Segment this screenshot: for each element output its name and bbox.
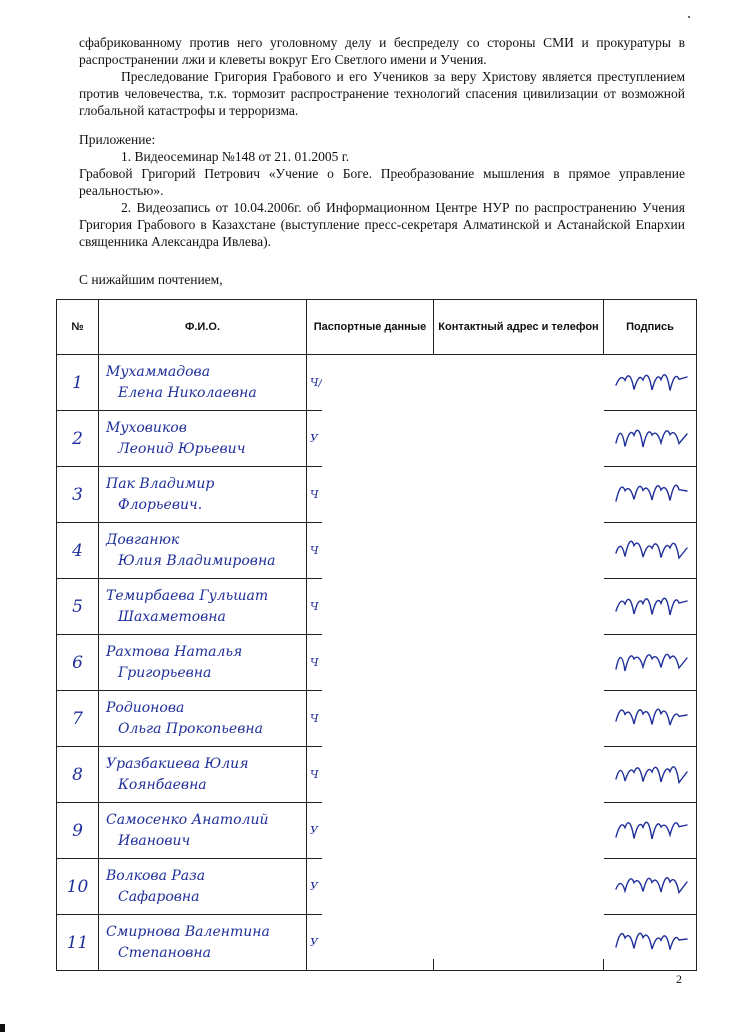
row-fio	[99, 691, 307, 747]
row-signature	[604, 579, 697, 635]
appendix-section	[79, 131, 685, 250]
row-signature	[604, 747, 697, 803]
row-fio	[99, 523, 307, 579]
table-header-row	[57, 300, 697, 355]
row-number: 7	[57, 691, 99, 747]
row-signature	[604, 523, 697, 579]
row-number: 6	[57, 635, 99, 691]
header-fio: Ф.И.О.	[99, 300, 307, 355]
signature-scribble	[604, 411, 696, 463]
fio-line-2: Иванович	[118, 832, 191, 849]
row-fio	[99, 915, 307, 971]
fio-line-2: Леонид Юрьевич	[118, 440, 246, 457]
signature-scribble	[604, 691, 696, 743]
fio-line-1: Рахтова Наталья	[106, 643, 243, 660]
closing-line	[79, 271, 685, 288]
row-fio	[99, 467, 307, 523]
row-number: 2	[57, 411, 99, 467]
passport-fragment: Ч	[310, 656, 319, 669]
appendix-item-1-title: 1. Видеосеминар №148 от 21. 01.2005 г.	[121, 149, 350, 164]
passport-fragment: У	[310, 880, 318, 893]
passport-fragment: У	[310, 824, 318, 837]
signature-scribble	[604, 579, 696, 631]
signature-scribble	[604, 523, 696, 575]
row-signature	[604, 355, 697, 411]
row-signature	[604, 803, 697, 859]
row-fio	[99, 355, 307, 411]
header-num: №	[57, 300, 99, 355]
signature-scribble	[604, 355, 696, 407]
row-fio	[99, 411, 307, 467]
header-passport: Паспортные данные	[307, 300, 434, 355]
passport-fragment: Ч	[310, 544, 319, 557]
row-number: 10	[57, 859, 99, 915]
fio-line-2: Шахаметовна	[118, 608, 226, 625]
signature-scribble	[604, 747, 696, 799]
fio-line-2: Григорьевна	[118, 664, 212, 681]
row-number: 4	[57, 523, 99, 579]
fio-line-2: Степановна	[118, 944, 212, 961]
row-number: 8	[57, 747, 99, 803]
paragraph-text: сфабрикованному против него уголовному делу и беспределу со стороны СМИ и прокуратуры в распространении лжи и клеветы вокруг Его Светлого имени и Учения.	[79, 35, 685, 67]
row-fio	[99, 635, 307, 691]
row-signature	[604, 635, 697, 691]
scan-speck	[688, 16, 690, 18]
passport-fragment: У	[310, 936, 318, 949]
letter-paragraph-2	[79, 68, 685, 119]
appendix-item-2: 2. Видеозапись от 10.04.2006г. об Информационном Центре НУР по распространению Учения Григория Грабового в Казахстане (выступление пресс-секретаря Алматинской и Астанайской Епархии священника Александра Ивлева).	[79, 200, 685, 249]
passport-fragment: Ч	[310, 600, 319, 613]
fio-line-1: Волкова Раза	[106, 867, 206, 884]
passport-fragment: Ч	[310, 768, 319, 781]
signature-scribble	[604, 635, 696, 687]
closing-text: С нижайшим почтением,	[79, 272, 223, 287]
letter-paragraph-1	[79, 34, 685, 68]
row-number: 5	[57, 579, 99, 635]
row-signature	[604, 467, 697, 523]
fio-line-1: Родионова	[106, 699, 185, 716]
row-fio	[99, 859, 307, 915]
signature-scribble	[604, 803, 696, 855]
fio-line-1: Смирнова Валентина	[106, 923, 270, 940]
row-number: 3	[57, 467, 99, 523]
paragraph-text: Преследование Григория Грабового и его Учеников за веру Христову является преступлением против человечества, т.к. тормозит распространение технологий спасения цивилизации от возможной глобальной катастрофы и терроризма.	[79, 69, 685, 118]
fio-line-2: Юлия Владимировна	[118, 552, 276, 569]
row-signature	[604, 859, 697, 915]
fio-line-2: Сафаровна	[118, 888, 200, 905]
signature-scribble	[604, 467, 696, 519]
row-signature	[604, 691, 697, 747]
fio-line-1: Уразбакиева Юлия	[106, 755, 249, 772]
signature-scribble	[604, 915, 696, 967]
row-signature	[604, 411, 697, 467]
row-fio	[99, 747, 307, 803]
fio-line-1: Довганюк	[106, 531, 180, 548]
fio-line-2: Флорьевич.	[118, 496, 203, 513]
header-contact: Контактный адрес и телефон	[434, 300, 604, 355]
redacted-area	[322, 355, 604, 959]
scan-edge-mark	[0, 1024, 5, 1032]
row-number: 1	[57, 355, 99, 411]
fio-line-2: Коянбаевна	[118, 776, 207, 793]
fio-line-1: Самосенко Анатолий	[106, 811, 269, 828]
passport-fragment: Ч/	[310, 376, 323, 389]
passport-fragment: Ч	[310, 712, 319, 725]
row-number: 11	[57, 915, 99, 971]
fio-line-1: Пак Владимир	[106, 475, 215, 492]
passport-fragment: Ч	[310, 488, 319, 501]
passport-fragment: У	[310, 432, 318, 445]
row-number: 9	[57, 803, 99, 859]
page-number: 2	[676, 972, 682, 986]
fio-line-1: Муховиков	[106, 419, 187, 436]
fio-line-1: Темирбаева Гульшат	[106, 587, 269, 604]
appendix-item-1-desc: Грабовой Григорий Петрович «Учение о Боге. Преобразование мышления в прямое управление реальностью».	[79, 166, 685, 198]
appendix-label: Приложение:	[79, 132, 156, 147]
fio-line-2: Елена Николаевна	[118, 384, 257, 401]
fio-line-2: Ольга Прокопьевна	[118, 720, 263, 737]
fio-line-1: Мухаммадова	[106, 363, 211, 380]
row-fio	[99, 803, 307, 859]
row-signature	[604, 915, 697, 971]
signature-scribble	[604, 859, 696, 911]
row-fio	[99, 579, 307, 635]
header-signature: Подпись	[604, 300, 697, 355]
